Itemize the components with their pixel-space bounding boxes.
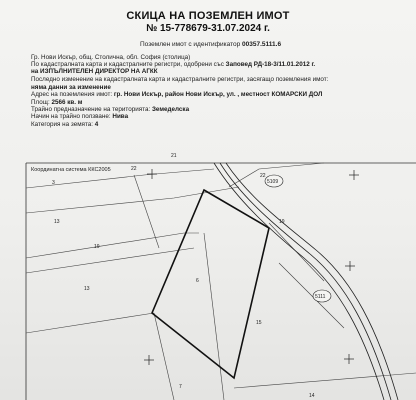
- detail-row: [31, 91, 322, 98]
- parcel-label-13a: 13: [54, 219, 60, 225]
- detail-text: По кадастралната карта и кадастралните регистри, одобрени със: [31, 61, 226, 68]
- detail-row: [31, 99, 82, 106]
- coordinate-system-label: Координатна система ККС2005: [31, 167, 111, 173]
- detail-row: [31, 61, 315, 68]
- detail-row: [31, 68, 158, 75]
- detail-value: Нива: [112, 113, 129, 120]
- detail-row: [31, 121, 98, 128]
- parcel-label-3: 3: [52, 180, 55, 186]
- detail-row: [31, 113, 128, 120]
- parcel-label-19: 19: [94, 244, 100, 250]
- detail-row: [31, 76, 328, 83]
- detail-text: Трайно предназначение на територията:: [31, 106, 152, 113]
- subject-parcel-outline: [152, 190, 269, 378]
- detail-row: [31, 54, 190, 61]
- detail-value: Заповед РД-18-3/11.01.2012 г.: [225, 61, 316, 68]
- parcel-label-14: 14: [309, 393, 315, 399]
- detail-text: Последно изменение на кадастралната карта и кадастралните регистри, засягащо поземления имот:: [31, 76, 329, 83]
- parcel-boundaries: [26, 163, 416, 400]
- parcel-identifier-line: [140, 41, 281, 48]
- detail-row: [31, 84, 111, 91]
- document-number: № 15-778679-31.07.2024 г.: [146, 23, 270, 34]
- document-title: СКИЦА НА ПОЗЕМЛЕН ИМОТ: [126, 10, 290, 22]
- detail-value: Земеделска: [151, 106, 190, 113]
- parcel-label-22b: 22: [260, 173, 266, 179]
- parcel-label-21: 21: [171, 153, 177, 159]
- detail-value: няма данни за изменение: [31, 84, 111, 91]
- parcel-label-15: 15: [256, 320, 262, 326]
- detail-value: гр. Нови Искър, район Нови Искър, ул. , местност КОМАРСКИ ДОЛ: [113, 91, 323, 98]
- detail-value: на ИЗПЪЛНИТЕЛЕН ДИРЕКТОР НА АГКК: [31, 68, 158, 75]
- road-lines: [214, 163, 398, 400]
- region-label-5111: 5111: [315, 294, 326, 300]
- identifier-label: Поземлен имот с идентификатор: [140, 41, 243, 48]
- parcel-label-13b: 13: [84, 286, 90, 292]
- parcel-label-6: 6: [196, 278, 199, 284]
- detail-text: Площ:: [31, 99, 52, 106]
- detail-text: Начин на трайно ползване:: [31, 113, 113, 120]
- parcel-label-7: 7: [179, 384, 182, 390]
- parcel-label-22: 22: [131, 166, 137, 172]
- detail-value: 4: [94, 121, 99, 128]
- cadastral-map: [24, 153, 416, 400]
- detail-row: [31, 106, 189, 113]
- detail-text: Категория на земята:: [31, 121, 95, 128]
- parcel-label-19b: 19: [279, 219, 285, 225]
- detail-text: Адрес на поземления имот:: [31, 91, 114, 98]
- detail-text: Гр. Нови Искър, общ. Столична, обл. София (столица): [31, 54, 191, 61]
- grid-cross-marks: [144, 169, 359, 365]
- region-label-5109: 5109: [267, 179, 279, 185]
- detail-value: 2566 кв. м: [51, 99, 83, 106]
- identifier-value: 00357.5111.6: [242, 41, 282, 48]
